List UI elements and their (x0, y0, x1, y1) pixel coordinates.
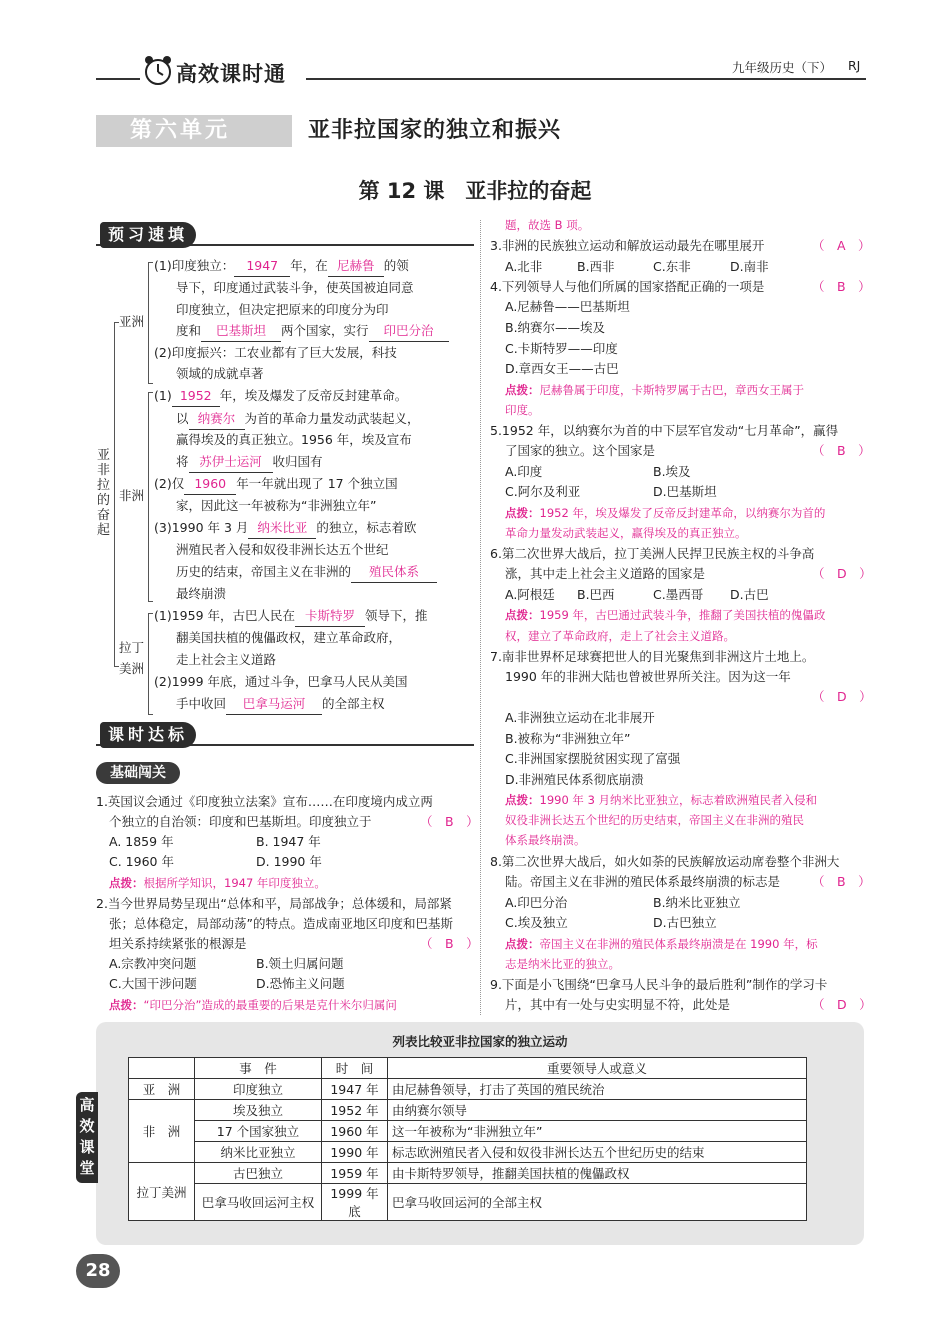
preview-banner: 预习速填 (100, 222, 196, 248)
q2-line-1: 2.当今世界局势呈现出“总体和平，局部战争；总体缓和，局部紧 (96, 896, 452, 911)
q5-option-a: A.印度 (505, 464, 543, 479)
table-row: 亚 洲 印度独立 1947 年 由尼赫鲁领导，打击了英国的殖民统治 (129, 1079, 807, 1100)
q7-option-d: D.非洲殖民体系彻底崩溃 (505, 772, 644, 787)
q5-option-d: D.巴基斯坦 (653, 484, 717, 499)
lesson-title: 第 12 课 亚非拉的奋起 (358, 179, 592, 203)
asia-line-6: 领域的成就卓著 (176, 366, 264, 381)
q8-line-2: 陆。帝国主义在非洲的殖民体系最终崩溃的标志是 (505, 874, 781, 889)
q1-line-1: 1.英国议会通过《印度独立法案》宣布……在印度境内成立两 (96, 794, 433, 809)
header-line-right (306, 78, 866, 80)
blank-partition: 印巴分治 (369, 321, 449, 342)
africa-line-10: 最终崩溃 (176, 586, 227, 601)
africa-line-7: (3)1990 年 3 月 纳米比亚 的独立，标志着欧 (154, 518, 416, 539)
latam-line-3: 走上社会主义道路 (176, 652, 277, 667)
asia-line-5: (2)印度振兴：工农业都有了巨大发展，科技 (154, 345, 397, 360)
q8-hint-cont: 志是纳米比亚的独立。 (505, 957, 620, 971)
q2-option-d: D.恐怖主义问题 (256, 976, 345, 991)
latam-bracket (148, 613, 153, 715)
q1-option-a: A. 1859 年 (109, 834, 174, 849)
q3-answer: （ A ） (812, 238, 871, 253)
q6-hint-cont: 权，建立了革命政府，走上了社会主义道路。 (505, 629, 735, 643)
brand-logo: 高效课时通 (176, 62, 286, 86)
latam-label-2: 美洲 (119, 661, 145, 676)
q2-option-a: A.宗教冲突问题 (109, 956, 197, 971)
q6-option-b: B.巴西 (577, 587, 615, 602)
header-meaning: 重要领导人或意义 (388, 1058, 807, 1079)
q1-option-b: B. 1947 年 (256, 834, 321, 849)
asia-line-2: 导下，印度通过武装斗争，使英国被迫同意 (176, 280, 414, 295)
q5-option-c: C.阿尔及利亚 (505, 484, 581, 499)
region-asia: 亚 洲 (129, 1079, 195, 1100)
africa-line-2: 以 纳赛尔 为首的革命力量发动武装起义， (176, 409, 420, 430)
sub-banner: 基础闯关 (96, 762, 180, 784)
africa-line-8: 洲殖民者入侵和奴役非洲长达五个世纪 (176, 542, 389, 557)
q6-line-1: 6.第二次世界大战后，拉丁美洲人民捍卫民族主权的斗争高 (490, 546, 815, 561)
blank-namibia: 纳米比亚 (248, 518, 316, 539)
q3-option-c: C.东非 (653, 259, 691, 274)
blank-pakistan: 巴基斯坦 (201, 321, 281, 342)
latam-label-1: 拉丁 (119, 640, 145, 655)
q5-option-b: B.埃及 (653, 464, 691, 479)
asia-line-1: (1)印度独立： 1947 年，在 尼赫鲁 的领 (154, 256, 409, 277)
comparison-table (128, 1057, 807, 1221)
q2-option-b: B.领土归属问题 (256, 956, 344, 971)
practice-banner: 课时达标 (100, 722, 196, 748)
page-number: 28 (76, 1254, 120, 1288)
q2-answer: （ B ） (420, 936, 479, 951)
q3-line-1: 3.非洲的民族独立运动和解放运动最先在哪里展开 (490, 238, 765, 253)
table-row: 巴拿马收回运河主权 1999 年底 巴拿马收回运河的全部主权 (129, 1184, 807, 1221)
africa-bracket (148, 392, 153, 602)
q6-line-2: 涨，其中走上社会主义道路的国家是 (505, 566, 706, 581)
blank-egypt-year: 1952 (172, 386, 220, 407)
table-row: 纳米比亚独立 1990 年 标志欧洲殖民者入侵和奴役非洲长达五个世纪历史的结束 (129, 1142, 807, 1163)
q3-option-b: B.西非 (577, 259, 615, 274)
unit-label: 第六单元 (130, 118, 231, 143)
region-africa: 非 洲 (129, 1100, 195, 1163)
column-divider (480, 220, 481, 1015)
q8-option-b: B.纳米比亚独立 (653, 895, 741, 910)
africa-line-6: 家，因此这一年被称为“非洲独立年” (176, 498, 377, 513)
table-header-row (129, 1058, 807, 1079)
q3-option-d: D.南非 (730, 259, 769, 274)
q5-line-1: 5.1952 年，以纳赛尔为首的中下层军官发动“七月革命”，赢得 (490, 423, 839, 438)
q8-answer: （ B ） (812, 874, 871, 889)
q7-hint-cont-2: 体系最终崩溃。 (505, 833, 586, 847)
header-time: 时 间 (322, 1058, 388, 1079)
comparison-card (96, 1022, 864, 1245)
q8-option-d: D.古巴独立 (653, 915, 717, 930)
q2-hint: 点拨：“印巴分治”造成的最重要的后果是克什米尔归属问 (109, 998, 397, 1012)
q1-hint: 点拨：根据所学知识，1947 年印度独立。 (109, 876, 326, 890)
comparison-table-title: 列表比较亚非拉国家的独立运动 (392, 1034, 568, 1049)
q1-option-d: D. 1990 年 (256, 854, 322, 869)
q4-hint-cont: 印度。 (505, 403, 540, 417)
africa-line-4: 将 苏伊士运河 收归国有 (176, 452, 323, 473)
q6-option-a: A.阿根廷 (505, 587, 555, 602)
q1-answer: （ B ） (420, 814, 479, 829)
side-tab: 高效课堂 (76, 1092, 98, 1183)
table-row: 拉丁美洲 古巴独立 1959 年 由卡斯特罗领导，推翻美国扶植的傀儡政权 (129, 1163, 807, 1184)
blank-india-leader: 尼赫鲁 (328, 256, 384, 277)
q7-line-2: 1990 年的非洲大陆也曾被世界所关注。因为这一年 (505, 669, 791, 684)
latam-line-4: (2)1999 年底，通过斗争，巴拿马人民从美国 (154, 674, 408, 689)
q8-line-1: 8.第二次世界大战后，如火如荼的民族解放运动席卷整个非洲大 (490, 854, 840, 869)
q4-answer: （ B ） (812, 279, 871, 294)
q7-option-b: B.被称为“非洲独立年” (505, 731, 631, 746)
q4-hint: 点拨：尼赫鲁属于印度，卡斯特罗属于古巴，章西女王属于 (505, 383, 804, 397)
blank-panama-canal: 巴拿马运河 (226, 694, 322, 715)
asia-bracket (148, 262, 153, 384)
q4-option-c: C.卡斯特罗——印度 (505, 341, 618, 356)
q6-option-c: C.墨西哥 (653, 587, 704, 602)
q8-option-c: C.埃及独立 (505, 915, 568, 930)
q9-answer: （ D ） (812, 997, 872, 1012)
q1-option-c: C. 1960 年 (109, 854, 174, 869)
q6-option-d: D.古巴 (730, 587, 769, 602)
blank-nasser: 纳赛尔 (189, 409, 245, 430)
africa-label: 非洲 (119, 488, 145, 503)
africa-line-5: (2)仅 1960 年一年就出现了 17 个独立国 (154, 474, 398, 495)
q5-line-2: 了国家的独立。这个国家是 (505, 443, 656, 458)
header (96, 50, 866, 90)
asia-line-3: 印度独立，但决定把原来的印度分为印 (176, 302, 389, 317)
q9-line-1: 9.下面是小飞围绕“巴拿马人民斗争的最后胜利”制作的学习卡 (490, 977, 828, 992)
q5-answer: （ B ） (812, 443, 871, 458)
q3-option-a: A.北非 (505, 259, 543, 274)
subject-label: 九年级历史（下） (732, 60, 833, 75)
blank-india-year: 1947 (234, 256, 290, 277)
q7-hint: 点拨：1990 年 3 月纳米比亚独立，标志着欧洲殖民者入侵和 (505, 793, 818, 807)
q2-option-c: C.大国干涉问题 (109, 976, 197, 991)
region-latam: 拉丁美洲 (129, 1163, 195, 1221)
edition-label: RJ (848, 58, 861, 73)
q7-line-1: 7.南非世界杯足球赛把世人的目光聚焦到非洲这片土地上。 (490, 649, 815, 664)
q6-hint: 点拨：1959 年，古巴通过武装斗争，推翻了美国扶植的傀儡政 (505, 608, 826, 622)
q7-hint-cont: 奴役非洲长达五个世纪的历史结束，帝国主义在非洲的殖民 (505, 813, 804, 827)
header-region (129, 1058, 195, 1079)
q2-hint-cont: 题，故选 B 项。 (505, 218, 590, 232)
alarm-clock-icon (142, 54, 174, 86)
q8-hint: 点拨：帝国主义在非洲的殖民体系最终崩溃是在 1990 年，标 (505, 937, 818, 951)
table-row: 17 个国家独立 1960 年 这一年被称为“非洲独立年” (129, 1121, 807, 1142)
q4-option-b: B.纳赛尔——埃及 (505, 320, 606, 335)
q2-line-2: 张；总体稳定，局部动荡”的特点。造成南亚地区印度和巴基斯 (109, 916, 453, 931)
q1-line-2: 个独立的自治领：印度和巴基斯坦。印度独立于 (109, 814, 372, 829)
africa-line-9: 历史的结束，帝国主义在非洲的 殖民体系 (176, 562, 437, 583)
table-row: 非 洲 埃及独立 1952 年 由纳赛尔领导 (129, 1100, 807, 1121)
africa-line-3: 赢得埃及的真正独立。1956 年，埃及宣布 (176, 432, 412, 447)
q9-line-2: 片，其中有一处与史实明显不符，此处是 (505, 997, 731, 1012)
q5-hint-cont: 革命力量发动武装起义，赢得埃及的真正独立。 (505, 526, 747, 540)
q4-line-1: 4.下列领导人与他们所属的国家搭配正确的一项是 (490, 279, 765, 294)
q7-option-c: C.非洲国家摆脱贫困实现了富强 (505, 751, 681, 766)
q2-line-3: 坦关系持续紧张的根源是 (109, 936, 247, 951)
q4-option-d: D.章西女王——古巴 (505, 361, 619, 376)
blank-suez: 苏伊士运河 (189, 452, 273, 473)
asia-label: 亚洲 (119, 314, 145, 329)
q7-option-a: A.非洲独立运动在北非展开 (505, 710, 655, 725)
header-line-left (96, 78, 140, 80)
tree-root-label: 亚非拉的奋起 (97, 448, 111, 538)
latam-line-2: 翻美国扶植的傀儡政权，建立革命政府， (176, 630, 402, 645)
blank-colonial-system: 殖民体系 (351, 562, 437, 583)
asia-line-4: 度和 巴基斯坦 两个国家，实行 印巴分治 (176, 321, 449, 342)
blank-castro: 卡斯特罗 (295, 606, 365, 627)
blank-africa-year: 1960 (184, 474, 236, 495)
header-event: 事 件 (195, 1058, 322, 1079)
q7-answer: （ D ） (812, 689, 872, 704)
unit-title: 亚非拉国家的独立和振兴 (308, 118, 562, 143)
latam-line-5: 手中收回 巴拿马运河 的全部主权 (176, 694, 385, 715)
latam-line-1: (1)1959 年，古巴人民在 卡斯特罗 领导下，推 (154, 606, 428, 627)
africa-line-1: (1) 1952 年，埃及爆发了反帝反封建革命。 (154, 386, 407, 407)
q4-option-a: A.尼赫鲁——巴基斯坦 (505, 299, 630, 314)
q8-option-a: A.印巴分治 (505, 895, 568, 910)
q5-hint: 点拨：1952 年，埃及爆发了反帝反封建革命，以纳赛尔为首的 (505, 506, 826, 520)
q6-answer: （ D ） (812, 566, 872, 581)
